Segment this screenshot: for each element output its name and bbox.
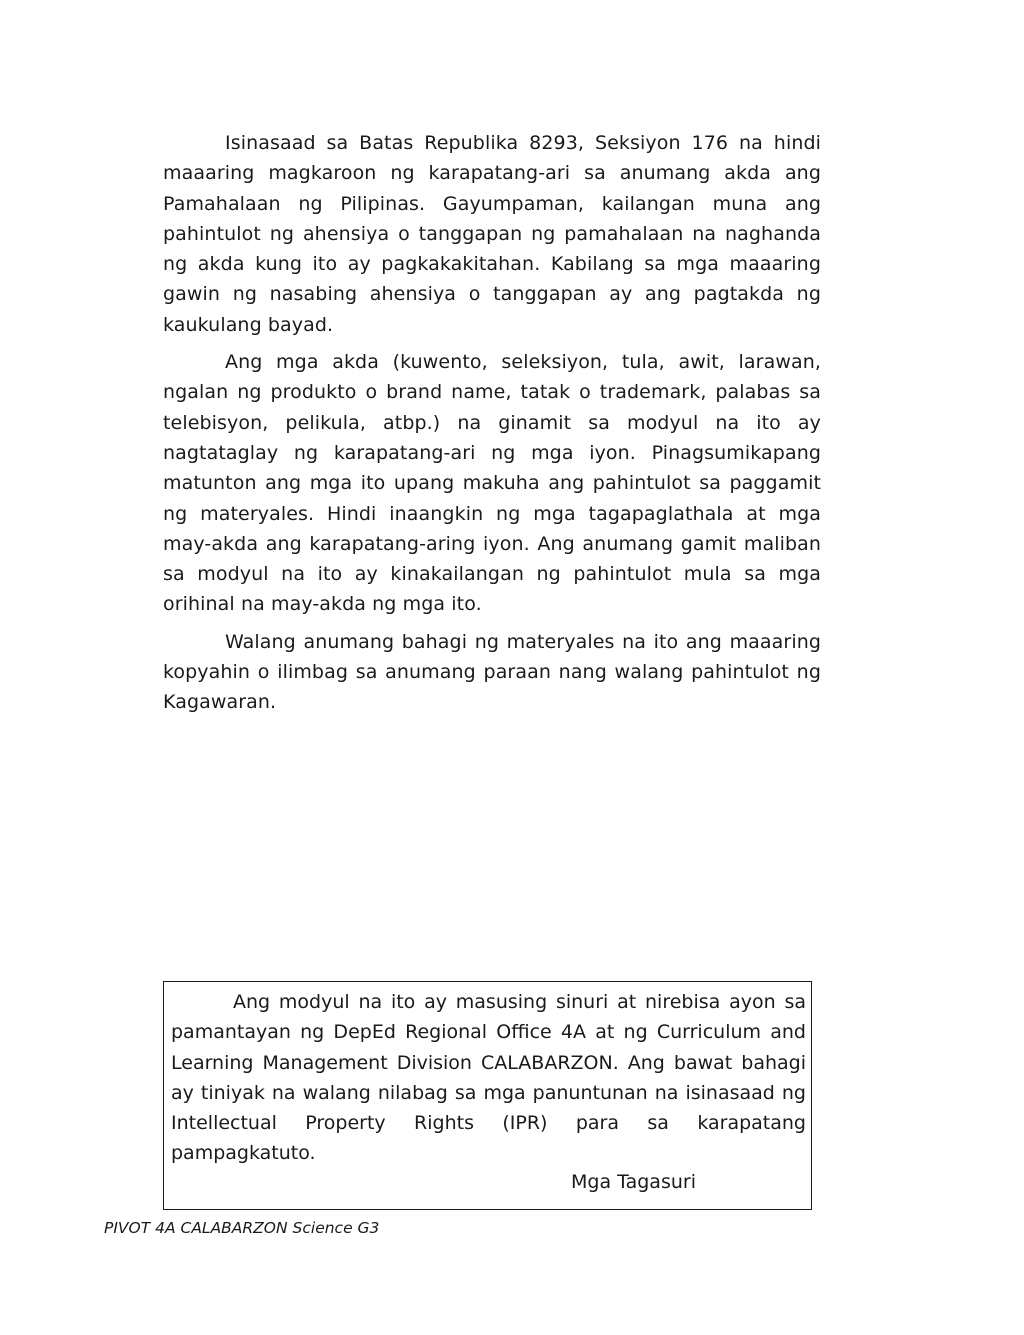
paragraph-no-reproduction: Walang anumang bahagi ng materyales na ito ang maaaring kopyahin o ilimbag sa anumang paraan nang walang pahintulot ng Kagawaran. bbox=[163, 630, 821, 714]
review-notice-text: Ang modyul na ito ay masusing sinuri at nirebisa ayon sa pamantayan ng DepEd Regional Office 4A at ng Curriculum and Learning Management Division CALABARZON. Ang bawat bahagi ay tiniyak na walang nilabag sa mga panuntunan na isinasaad ng Intellectual Property Rights (IPR) para sa karapatang pampagkatuto. bbox=[171, 991, 806, 1165]
document-body bbox=[163, 128, 821, 725]
paragraph-copyright-law: Isinasaad sa Batas Republika 8293, Seksiyon 176 na hindi maaaring magkaroon ng karapatang-ari sa anumang akda ang Pamahalaan ng Pilipinas. Gayumpaman, kailangan muna ang pahintulot ng ahensiya o tanggapan ng pamahalaan na naghanda ng akda kung ito ay pagkakakitahan. Kabilang sa mga maaaring gawin ng nasabing ahensiya o tanggapan ay ang pagtakda ng kaukulang bayad. bbox=[163, 132, 821, 336]
page-footer: PIVOT 4A CALABARZON Science G3 bbox=[104, 1219, 380, 1237]
review-notice-box bbox=[163, 981, 812, 1210]
reviewers-signature: Mga Tagasuri bbox=[571, 1171, 696, 1193]
paragraph-works-used: Ang mga akda (kuwento, seleksiyon, tula, awit, larawan, ngalan ng produkto o brand name, tatak o trademark, palabas sa telebisyon, pelikula, atbp.) na ginamit sa modyul na ito ay nagtataglay ng karapatang-ari ng mga iyon. Pinagsumikapang matunton ang mga ito upang makuha ang pahintulot sa paggamit ng materyales. Hindi inaangkin ng mga tagapaglathala at mga may-akda ang karapatang-aring iyon. Ang anumang gamit maliban sa modyul na ito ay kinakailangan ng pahintulot mula sa mga orihinal na may-akda ng mga ito. bbox=[163, 351, 821, 616]
